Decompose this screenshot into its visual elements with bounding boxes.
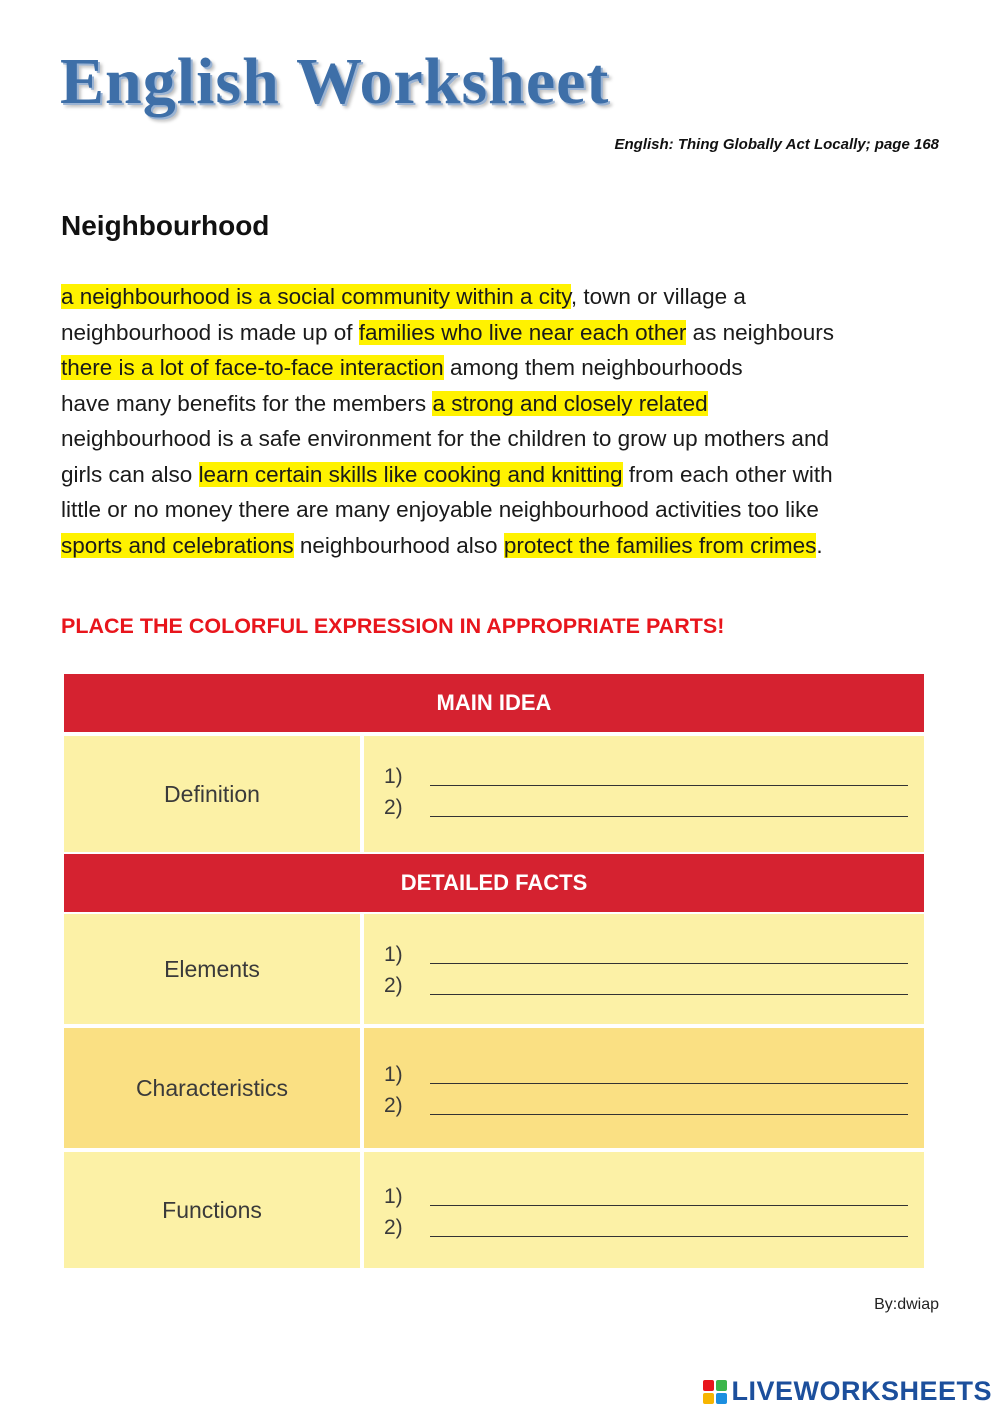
row-label: Definition [64, 736, 360, 852]
answer-blank[interactable] [384, 791, 908, 821]
passage-line [61, 421, 941, 457]
organizer-row-functions [64, 1152, 924, 1268]
blank-number: 1) [384, 1185, 403, 1208]
answer-line [430, 785, 908, 786]
answer-cell [364, 1028, 924, 1148]
answer-blank[interactable] [384, 938, 908, 968]
blank-number: 1) [384, 1063, 403, 1086]
liveworksheets-logo [703, 1376, 992, 1407]
passage-text: . [816, 532, 823, 558]
answer-blank[interactable] [384, 1211, 908, 1241]
organizer-row-definition [64, 736, 924, 852]
passage-line [61, 350, 941, 386]
answer-line [430, 1083, 908, 1084]
blank-number: 2) [384, 796, 403, 819]
instruction-text: PLACE THE COLORFUL EXPRESSION IN APPROPRIATE PARTS! [61, 614, 725, 638]
answer-cell [364, 736, 924, 852]
blank-number: 1) [384, 765, 403, 788]
answer-line [430, 1236, 908, 1237]
highlighted-expression: learn certain skills like cooking and knitting [198, 461, 623, 487]
passage-line [61, 528, 941, 564]
passage-line [61, 279, 941, 315]
author-byline: By:dwiap [874, 1296, 939, 1313]
blank-number: 1) [384, 943, 403, 966]
blank-number: 2) [384, 1216, 403, 1239]
passage-line [61, 315, 941, 351]
graphic-organizer [64, 674, 924, 1270]
worksheet-title: English Worksheet [60, 45, 610, 118]
brand-text: LIVEWORKSHEETS [731, 1376, 992, 1406]
row-label: Elements [64, 914, 360, 1024]
passage-line [61, 386, 941, 422]
passage-text: neighbourhood is a safe environment for the children to grow up mothers and [61, 426, 829, 451]
highlighted-expression: families who live near each other [358, 319, 687, 345]
reading-passage [61, 279, 941, 563]
highlighted-expression: a neighbourhood is a social community within a city [61, 284, 571, 309]
highlighted-expression: a strong and closely related [432, 390, 708, 416]
liveworksheets-mark-icon [703, 1380, 727, 1404]
organizer-row-elements [64, 914, 924, 1024]
passage-text: among them neighbourhoods [443, 355, 743, 380]
highlighted-expression: protect the families from crimes [503, 532, 817, 558]
answer-line [430, 1205, 908, 1206]
passage-text: girls can also [61, 461, 199, 487]
answer-blank[interactable] [384, 1180, 908, 1210]
answer-cell [364, 1152, 924, 1268]
answer-line [430, 994, 908, 995]
passage-text: as neighbours [686, 319, 834, 345]
passage-text: , town or village a [570, 284, 746, 309]
main-idea-header: MAIN IDEA [64, 674, 924, 732]
detailed-facts-header: DETAILED FACTS [64, 854, 924, 912]
highlighted-expression: sports and celebrations [61, 532, 294, 558]
blank-number: 2) [384, 1094, 403, 1117]
highlighted-expression: there is a lot of face-to-face interaction [61, 355, 444, 380]
organizer-row-characteristics [64, 1028, 924, 1148]
passage-text: neighbourhood is made up of [61, 319, 359, 345]
row-label: Functions [64, 1152, 360, 1268]
answer-blank[interactable] [384, 1058, 908, 1088]
source-reference: English: Thing Globally Act Locally; page 168 [614, 136, 939, 153]
answer-line [430, 816, 908, 817]
answer-blank[interactable] [384, 760, 908, 790]
answer-line [430, 1114, 908, 1115]
answer-blank[interactable] [384, 1089, 908, 1119]
passage-line [61, 492, 941, 528]
passage-text: have many benefits for the members [61, 390, 433, 416]
passage-text: neighbourhood also [293, 532, 504, 558]
row-label: Characteristics [64, 1028, 360, 1148]
answer-blank[interactable] [384, 969, 908, 999]
answer-line [430, 963, 908, 964]
passage-line [61, 457, 941, 493]
passage-text: from each other with [622, 461, 833, 487]
blank-number: 2) [384, 974, 403, 997]
answer-cell [364, 914, 924, 1024]
passage-text: little or no money there are many enjoyable neighbourhood activities too like [61, 497, 819, 522]
section-heading: Neighbourhood [61, 210, 270, 241]
